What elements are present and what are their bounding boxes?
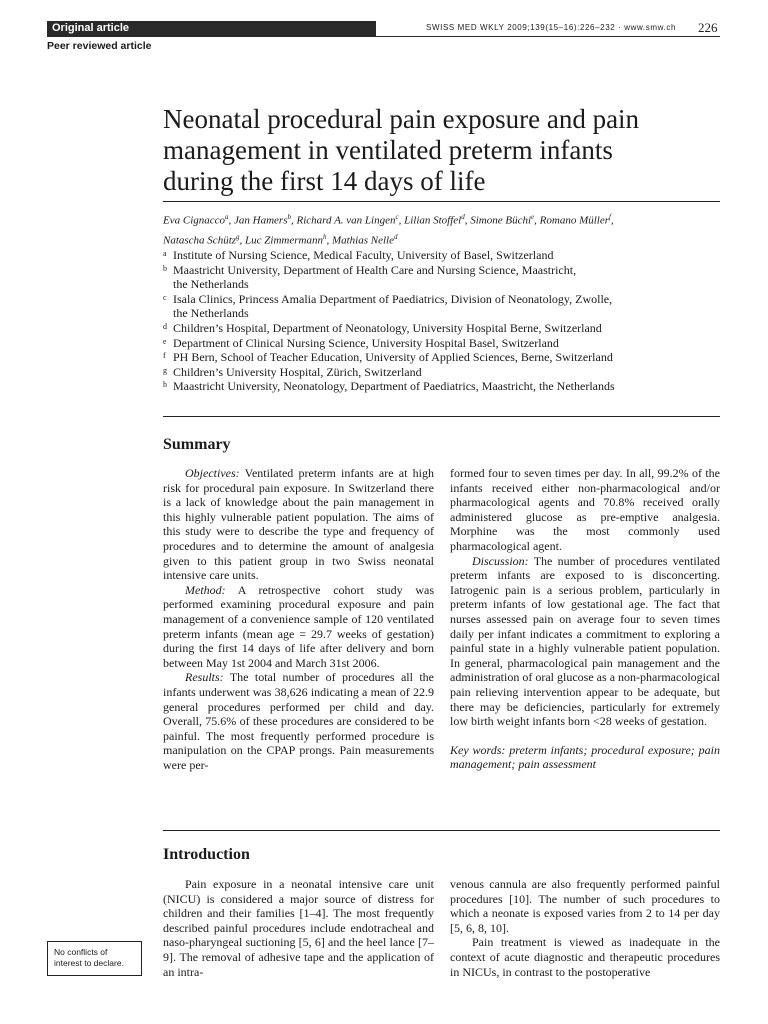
- introduction-left-column: [163, 877, 434, 979]
- affiliation-item: [163, 336, 723, 351]
- affiliation-item: [163, 277, 723, 292]
- affiliation-marker: g: [163, 365, 167, 375]
- affiliation-marker: b: [163, 263, 167, 273]
- affiliation-text: Isala Clinics, Princess Amalia Department of Paediatrics, Division of Neonatology, Zwolle,: [173, 291, 613, 306]
- author-name: Natascha Schütz: [163, 234, 237, 247]
- conflict-of-interest-note: No conflicts of interest to declare.: [47, 941, 142, 976]
- affiliation-marker: a: [163, 249, 167, 258]
- paragraph-label: Discussion:: [472, 553, 529, 568]
- author-name: Jan Hamers: [234, 214, 288, 227]
- title-line: management in ventilated preterm infants: [163, 135, 613, 165]
- article-title: [163, 104, 723, 197]
- summary-paragraph: Method: A retrospective cohort study was performed examining procedural exposure and pain management of a convenience sample of 120 ventilated preterm infants (mean age = 29.7 weeks of gestation) during the first 14 days of life after delivery and born between May 1st 2004 and March 31st 2006.: [163, 582, 434, 670]
- affiliation-list: [163, 248, 723, 394]
- page-number: 226: [698, 20, 718, 35]
- affiliation-item: [163, 321, 723, 336]
- affiliation-marker: [163, 306, 173, 321]
- summary-paragraph: formed four to seven times per day. In all, 99.2% of the infants received either non-pharmacological and/or pharmacological agents and 70.8% received orally administered glucose as pre-emptive analgesia. Morphine was the most commonly used pharmacological agent.: [450, 466, 720, 553]
- journal-reference: SWISS MED WKLY 2009;139(15–16):226–232 · www.smw.ch: [426, 23, 676, 32]
- title-rule: [163, 201, 720, 202]
- affiliation-marker: h: [163, 380, 167, 390]
- affiliation-text: Children’s Hospital, Department of Neonatology, University Hospital Berne, Switzerland: [173, 320, 602, 335]
- author-name: Luc Zimmermann: [245, 234, 323, 247]
- intro-paragraph: Pain exposure in a neonatal intensive care unit (NICU) is considered a major source of distress for children and their families [1–4]. The most frequently described painful procedures include endotracheal and naso-pharyngeal suctioning [5, 6] and the heel lance [7–9]. The removal of adhesive tape and the application of an intra-: [163, 877, 434, 979]
- section-tag: Original article: [47, 21, 376, 36]
- summary-right-column: [450, 466, 720, 772]
- affiliation-item: [163, 379, 723, 394]
- author-affiliation-marker: d: [461, 213, 465, 221]
- title-line: during the first 14 days of life: [163, 166, 486, 196]
- affiliation-text: Children’s University Hospital, Zürich, Switzerland: [173, 364, 422, 379]
- summary-paragraph: Objectives: Ventilated preterm infants are at high risk for procedural pain exposure. In Switzerland there is a lack of knowledge about the pain management in this highly vulnerable patient population. The aims of this study were to describe the type and frequency of procedures and to determine the amount of analgesia given to this patient group in two Swiss neonatal intensive care units.: [163, 466, 434, 583]
- affiliation-marker: f: [163, 351, 166, 361]
- author-affiliation-marker: d: [393, 232, 398, 241]
- author-name: Eva Cignacco: [163, 214, 226, 227]
- introduction-heading: Introduction: [163, 846, 250, 863]
- affiliation-text: Maastricht University, Neonatology, Department of Paediatrics, Maastricht, the Netherlands: [173, 379, 615, 394]
- affiliation-marker: e: [163, 336, 167, 346]
- author-affiliation-marker: c: [395, 213, 399, 221]
- introduction-right-column: [450, 877, 720, 979]
- affiliation-item: [163, 306, 723, 321]
- affiliation-text: Department of Clinical Nursing Science, University Hospital Basel, Switzerland: [173, 335, 559, 350]
- intro-paragraph: venous cannula are also frequently performed painful procedures [10]. The number of such procedures to which a neonate is exposed varies from 2 to 14 per day [5, 6, 8, 10].: [450, 877, 720, 935]
- intro-paragraph: Pain treatment is viewed as inadequate in the context of acute diagnostic and therapeutic procedures in NICUs, in contrast to the postoperative: [450, 935, 720, 979]
- author-name: Romano Müller: [539, 214, 610, 227]
- affiliation-text: PH Bern, School of Teacher Education, University of Applied Sciences, Berne, Switzerland: [173, 350, 613, 365]
- author-name: Lilian Stoffel: [404, 214, 462, 227]
- summary-paragraph: Results: The total number of procedures all the infants underwent was 38,626 indicating a mean of 22.9 general procedures performed per child and day. Overall, 75.6% of these procedures are considered to be painful. The most frequently performed procedure is manipulation on the CPAP prongs. Pain measurements were per-: [163, 670, 434, 772]
- author-affiliation-marker: f: [609, 213, 611, 221]
- summary-paragraph: Discussion: The number of procedures ventilated preterm infants are exposed to is disconcerting. Iatrogenic pain is a serious problem, particularly in preterm infants of low gestational age. The fact that nurses assessed pain on average four to seven times daily per infant indicates a commitment to exploring a painful state in a highly vulnerable patient population. In general, pharmacological pain management and the administration of oral glucose as a non-pharmacological pain relieving intervention appear to be adequate, but there may be deficiencies, particularly for extremely low birth weight infants born <28 weeks of gestation.: [450, 553, 720, 729]
- affiliation-text: Institute of Nursing Science, Medical Faculty, University of Basel, Switzerland: [173, 248, 554, 262]
- summary-left-column: [163, 466, 434, 772]
- affiliation-item: [163, 248, 723, 263]
- author-affiliation-marker: e: [531, 213, 535, 221]
- affiliation-item: [163, 350, 723, 365]
- author-name: Simone Büchi: [470, 214, 532, 227]
- affiliation-item: [163, 263, 723, 278]
- summary-rule: [163, 416, 720, 417]
- author-list: Eva Cignacco$^a$, Jan Hamers$^b$, Richard A. van Lingen$^c$, Lilian Stoffel$^d$, Simone Büchi$^e$, Romano Müller$^f$, Natascha Schütz$^g$, Luc Zimmermann$^h$, Mathias Nelle$^d$: [163, 213, 614, 247]
- affiliation-text: the Netherlands: [173, 306, 249, 321]
- paragraph-label: Results:: [185, 670, 224, 685]
- author-affiliation-marker: h: [322, 232, 327, 241]
- introduction-rule: [163, 830, 720, 831]
- keywords: Key words: preterm infants; procedural exposure; pain management; pain assessment: [450, 742, 720, 772]
- affiliation-item: [163, 292, 723, 307]
- title-line: Neonatal procedural pain exposure and pain: [163, 104, 640, 134]
- author-affiliation-marker: b: [287, 213, 291, 221]
- affiliation-item: [163, 365, 723, 380]
- author-name: Richard A. van Lingen: [296, 214, 396, 227]
- author-affiliation-marker: g: [236, 232, 240, 241]
- author-affiliation-marker: a: [225, 213, 229, 221]
- paragraph-label: Method:: [185, 582, 226, 597]
- affiliation-marker: d: [163, 321, 167, 331]
- paragraph-label: Objectives:: [185, 466, 240, 480]
- affiliation-marker: c: [163, 292, 167, 302]
- affiliation-text: the Netherlands: [173, 277, 249, 292]
- author-name: Mathias Nelle: [331, 234, 394, 247]
- affiliation-marker: [163, 277, 173, 292]
- peer-reviewed-label: Peer reviewed article: [47, 40, 152, 52]
- summary-heading: Summary: [163, 436, 231, 453]
- affiliation-text: Maastricht University, Department of Health Care and Nursing Science, Maastricht,: [173, 262, 577, 277]
